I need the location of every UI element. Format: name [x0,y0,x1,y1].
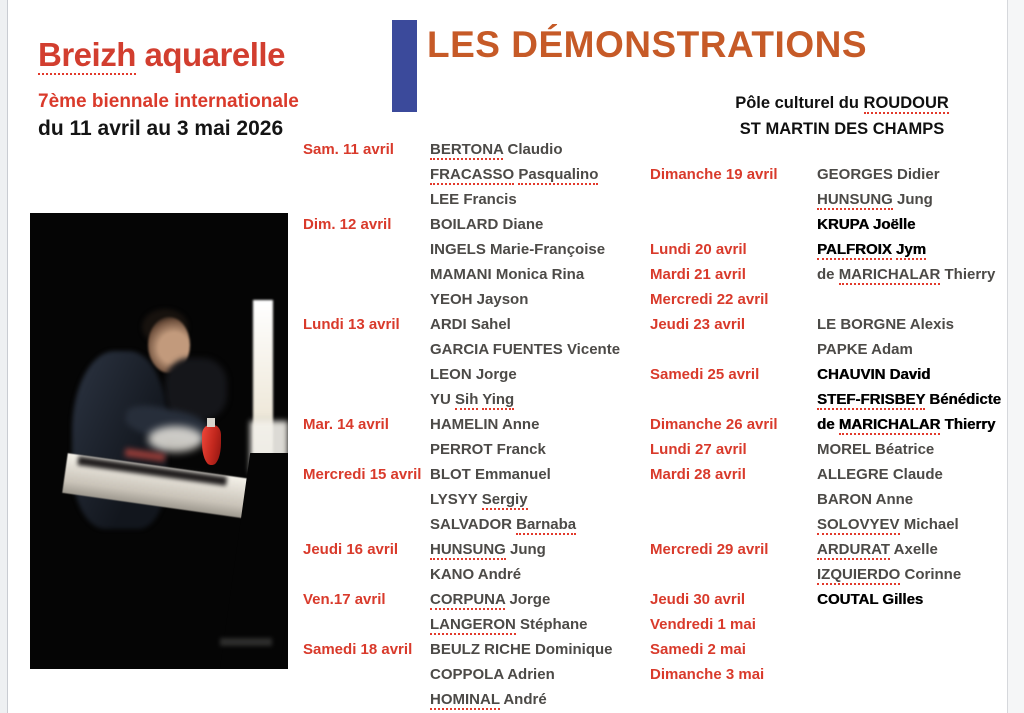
schedule-date: Samedi 18 avril [303,641,413,658]
schedule-date: Lundi 27 avril [650,441,747,458]
schedule-row [0,512,1007,537]
schedule-artist-name: COPPOLA Adrien [430,666,555,683]
schedule-row [0,137,1007,162]
schedule-row [0,287,1007,312]
schedule-date: Lundi 20 avril [650,241,747,258]
schedule-date: Jeudi 23 avril [650,316,746,333]
schedule-date: Dimanche 19 avril [650,166,778,183]
schedule-artist-name: IZQUIERDO Corinne [817,566,962,583]
schedule-date: Lundi 13 avril [303,316,400,333]
schedule-row [0,412,1007,437]
demonstration-schedule [0,137,1007,712]
blue-accent-bar [392,20,417,112]
schedule-artist-name: HAMELIN Anne [430,416,540,433]
schedule-artist-name: BLOT Emmanuel [430,466,551,483]
schedule-row [0,212,1007,237]
schedule-artist-name: SOLOVYEV Michael [817,516,959,533]
schedule-artist-name: ARDI Sahel [430,316,511,333]
schedule-artist-name: BEULZ RICHE Dominique [430,641,613,658]
schedule-artist-name: HUNSUNG Jung [817,191,933,208]
schedule-artist-name: HUNSUNG Jung [430,541,546,558]
schedule-artist-name: PALFROIX Jym [817,241,926,258]
schedule-artist-name: INGELS Marie-Françoise [430,241,606,258]
schedule-artist-name: SALVADOR Barnaba [430,516,577,533]
schedule-date: Dimanche 3 mai [650,666,765,683]
venue-line2: ST MARTIN DES CHAMPS [739,120,945,138]
schedule-artist-name: CHAUVIN David [817,366,931,383]
schedule-row [0,312,1007,337]
schedule-date: Mardi 28 avril [650,466,746,483]
venue-block [692,90,992,142]
schedule-artist-name: FRACASSO Pasqualino [430,166,599,183]
venue-line1: Pôle culturel du ROUDOUR [735,94,949,112]
schedule-artist-name: HOMINAL André [430,691,547,708]
schedule-artist-name: de MARICHALAR Thierry [817,416,996,433]
schedule-date: Mar. 14 avril [303,416,389,433]
schedule-artist-name: GEORGES Didier [817,166,940,183]
schedule-row [0,437,1007,462]
schedule-row [0,637,1007,662]
schedule-date: Mercredi 15 avril [303,466,422,483]
schedule-row [0,362,1007,387]
schedule-artist-name: LEON Jorge [430,366,517,383]
page-right-edge [1007,0,1024,713]
schedule-date: Sam. 11 avril [303,141,394,158]
event-title: Breizh aquarelle [38,36,285,73]
schedule-row [0,612,1007,637]
schedule-row [0,387,1007,412]
schedule-row [0,337,1007,362]
schedule-date: Vendredi 1 mai [650,616,756,633]
schedule-artist-name: BOILARD Diane [430,216,544,233]
schedule-artist-name: MOREL Béatrice [817,441,935,458]
section-title: LES DÉMONSTRATIONS [427,24,867,65]
schedule-artist-name: COUTAL Gilles [817,591,924,608]
schedule-date: Mardi 21 avril [650,266,746,283]
schedule-date: Jeudi 30 avril [650,591,746,608]
schedule-artist-name: BARON Anne [817,491,914,508]
schedule-artist-name: LANGERON Stéphane [430,616,588,633]
schedule-row [0,687,1007,712]
event-date-range: du 11 avril au 3 mai 2026 [38,117,284,140]
schedule-date: Samedi 2 mai [650,641,746,658]
schedule-date: Dimanche 26 avril [650,416,778,433]
schedule-artist-name: CORPUNA Jorge [430,591,551,608]
schedule-artist-name: GARCIA FUENTES Vicente [430,341,621,358]
schedule-artist-name: PAPKE Adam [817,341,913,358]
schedule-date: Samedi 25 avril [650,366,760,383]
schedule-date: Jeudi 16 avril [303,541,399,558]
schedule-artist-name: PERROT Franck [430,441,546,458]
schedule-date: Mercredi 29 avril [650,541,769,558]
schedule-row [0,237,1007,262]
schedule-row [0,587,1007,612]
schedule-artist-name: LYSYY Sergiy [430,491,528,508]
schedule-artist-name: KANO André [430,566,522,583]
event-subtitle: 7ème biennale internationale [38,91,299,112]
schedule-date: Dim. 12 avril [303,216,392,233]
schedule-date: Mercredi 22 avril [650,291,769,308]
schedule-artist-name: ALLEGRE Claude [817,466,943,483]
schedule-artist-name: MAMANI Monica Rina [430,266,585,283]
schedule-artist-name: de MARICHALAR Thierry [817,266,996,283]
schedule-artist-name: BERTONA Claudio [430,141,563,158]
schedule-row [0,162,1007,187]
schedule-artist-name: YU Sih Ying [430,391,515,408]
schedule-row [0,662,1007,687]
schedule-row [0,262,1007,287]
schedule-artist-name: LEE Francis [430,191,517,208]
schedule-row [0,187,1007,212]
schedule-artist-name: YEOH Jayson [430,291,529,308]
schedule-artist-name: KRUPA Joëlle [817,216,916,233]
schedule-artist-name: STEF-FRISBEY Bénédicte [817,391,1001,408]
schedule-artist-name: LE BORGNE Alexis [817,316,954,333]
schedule-row [0,537,1007,562]
schedule-row [0,487,1007,512]
schedule-artist-name: ARDURAT Axelle [817,541,938,558]
schedule-date: Ven.17 avril [303,591,386,608]
schedule-row [0,562,1007,587]
schedule-row [0,462,1007,487]
